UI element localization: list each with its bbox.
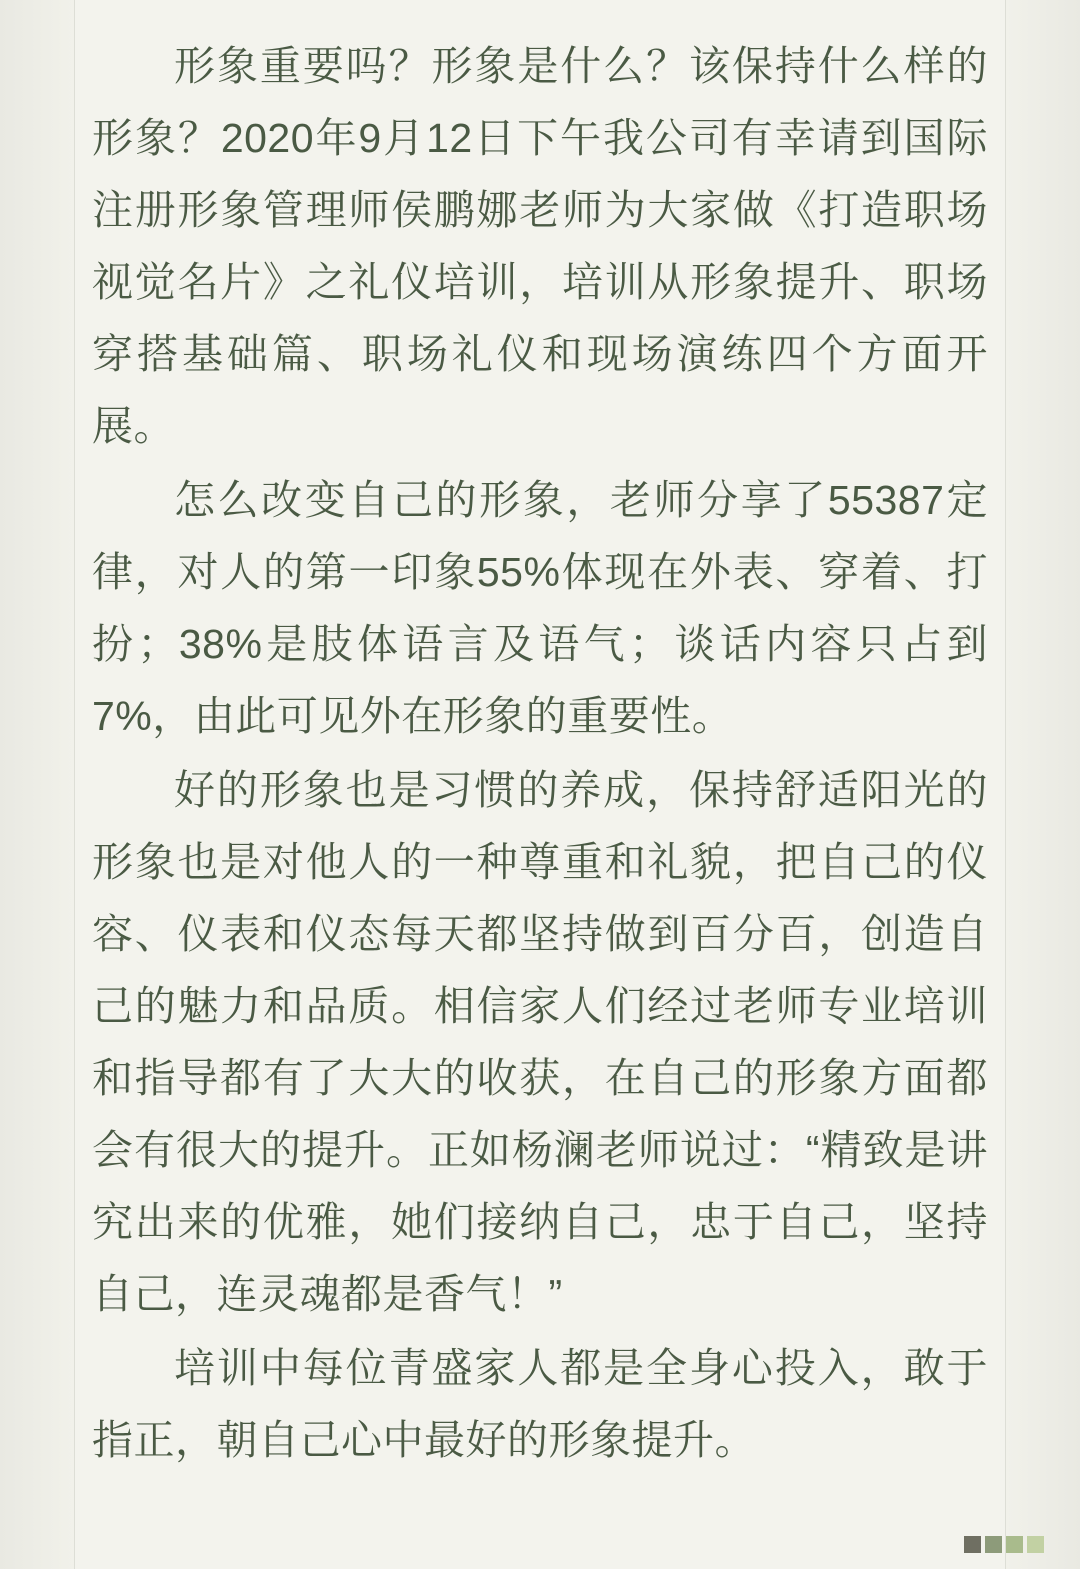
paragraph-3: 好的形象也是习惯的养成，保持舒适阳光的形象也是对他人的一种尊重和礼貌，把自己的仪容、仪表和仪态每天都坚持做到百分百，创造自己的魅力和品质。相信家人们经过老师专业培训和指导都有了大大的收获，在自己的形象方面都会有很大的提升。正如杨澜老师说过：“精致是讲究出来的优雅，她们接纳自己，忠于自己，坚持自己，连灵魂都是香气！”	[92, 767, 988, 1317]
progress-block-3	[1006, 1536, 1023, 1553]
paragraph-1: 形象重要吗？形象是什么？该保持什么样的形象？2020年9月12日下午我公司有幸请到国际注册形象管理师侯鹏娜老师为大家做《打造职场视觉名片》之礼仪培训，培训从形象提升、职场穿搭基础篇、职场礼仪和现场演练四个方面开展。	[92, 43, 988, 449]
left-margin-shade	[0, 0, 74, 1569]
paragraph-2: 怎么改变自己的形象，老师分享了55387定律，对人的第一印象55%体现在外表、穿着、打扮；38%是肢体语言及语气；谈话内容只占到7%，由此可见外在形象的重要性。	[92, 477, 988, 739]
page-progress-indicator[interactable]	[964, 1536, 1044, 1553]
article-body	[92, 30, 988, 1539]
progress-block-1	[964, 1536, 981, 1553]
progress-block-2	[985, 1536, 1002, 1553]
paragraph-4: 培训中每位青盛家人都是全身心投入，敢于指正，朝自己心中最好的形象提升。	[92, 1345, 988, 1463]
progress-block-4	[1027, 1536, 1044, 1553]
right-margin-shade	[1006, 0, 1080, 1569]
